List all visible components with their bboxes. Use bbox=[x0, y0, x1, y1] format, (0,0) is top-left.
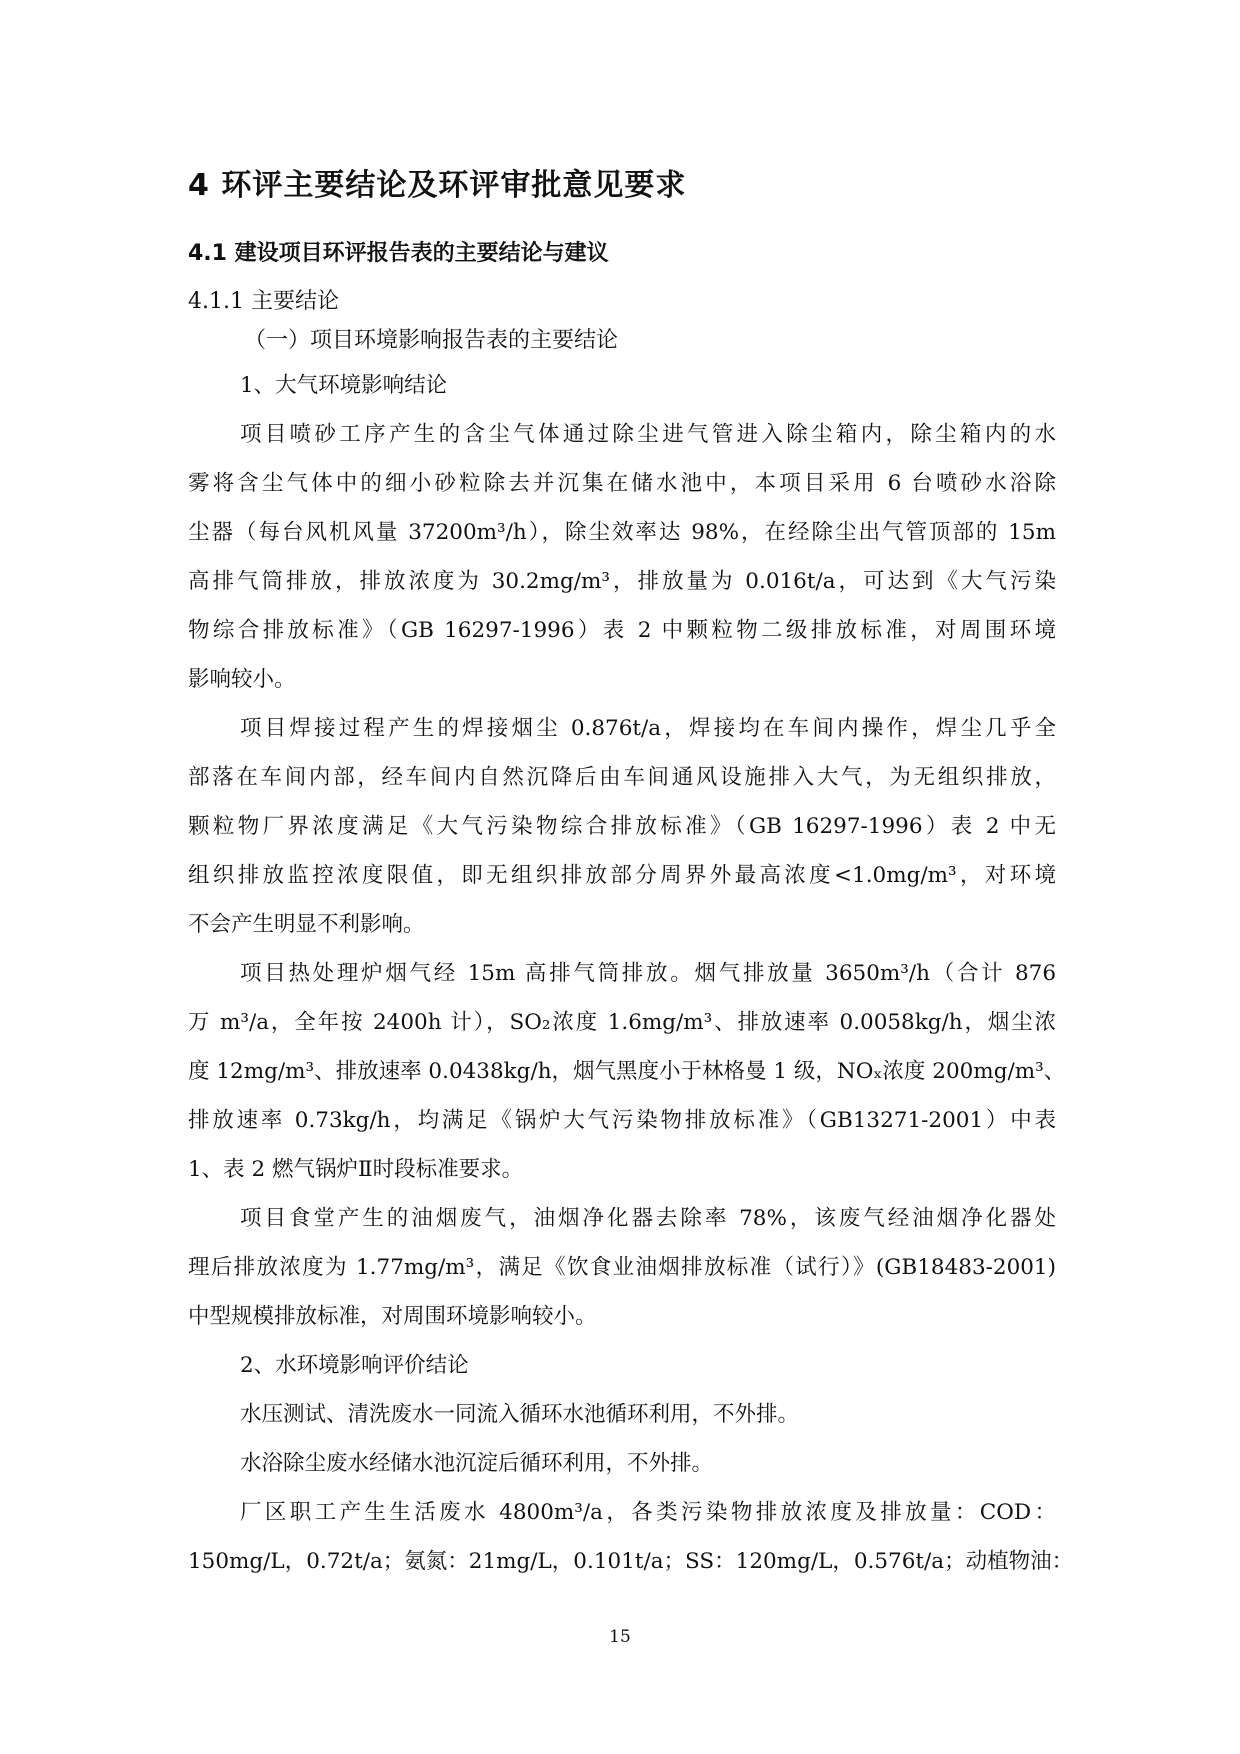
text-line: 颗粒物厂界浓度满足《大气污染物综合排放标准》（GB 16297-1996）表 2 中无 bbox=[188, 814, 1056, 839]
text-line: 影响较小。 bbox=[188, 667, 296, 692]
text-line: 理后排放浓度为 1.77mg/m³，满足《饮食业油烟排放标准（试行）》(GB18483-2001) bbox=[188, 1255, 1056, 1280]
text-line: 物综合排放标准》（GB 16297-1996）表 2 中颗粒物二级排放标准，对周围环境 bbox=[188, 618, 1056, 643]
chapter-heading: 4 环评主要结论及环评审批意见要求 bbox=[188, 168, 687, 203]
text-line: 水压测试、清洗废水一同流入循环水池循环利用，不外排。 bbox=[240, 1402, 800, 1427]
paragraph-heading-air: 1、大气环境影响结论 bbox=[240, 373, 448, 398]
text-line: 1、表 2 燃气锅炉Ⅱ时段标准要求。 bbox=[188, 1157, 524, 1182]
text-line: 项目喷砂工序产生的含尘气体通过除尘进气管进入除尘箱内，除尘箱内的水 bbox=[240, 422, 1056, 447]
text-line: 部落在车间内部，经车间内自然沉降后由车间通风设施排入大气，为无组织排放， bbox=[188, 765, 1056, 790]
page-number: 15 bbox=[609, 1627, 631, 1647]
text-line: 尘器（每台风机风量 37200m³/h），除尘效率达 98%，在经除尘出气管顶部的 15m bbox=[188, 520, 1056, 545]
text-line: 万 m³/a，全年按 2400h 计），SO₂浓度 1.6mg/m³、排放速率 0.0058kg/h，烟尘浓 bbox=[188, 1010, 1056, 1035]
text-line: 水浴除尘废水经储水池沉淀后循环利用，不外排。 bbox=[240, 1451, 714, 1476]
text-line: 中型规模排放标准，对周围环境影响较小。 bbox=[188, 1304, 597, 1329]
text-line: 项目焊接过程产生的焊接烟尘 0.876t/a，焊接均在车间内操作，焊尘几乎全 bbox=[240, 716, 1056, 741]
text-line: 度 12mg/m³、排放速率 0.0438kg/h，烟气黑度小于林格曼 1 级，NOₓ浓度 200mg/m³、 bbox=[188, 1059, 1066, 1084]
text-line: 高排气筒排放，排放浓度为 30.2mg/m³，排放量为 0.016t/a，可达到《大气污染 bbox=[188, 569, 1056, 594]
text-line: 排放速率 0.73kg/h，均满足《锅炉大气污染物排放标准》（GB13271-2001）中表 bbox=[188, 1108, 1056, 1133]
text-line: 不会产生明显不利影响。 bbox=[188, 912, 425, 937]
section-heading: 4.1 建设项目环评报告表的主要结论与建议 bbox=[188, 241, 609, 266]
text-line: 组织排放监控浓度限值，即无组织排放部分周界外最高浓度<1.0mg/m³，对环境 bbox=[188, 863, 1056, 888]
part-heading: （一）项目环境影响报告表的主要结论 bbox=[244, 328, 619, 353]
paragraph-heading-water: 2、水环境影响评价结论 bbox=[240, 1353, 469, 1378]
subsection-heading: 4.1.1 主要结论 bbox=[188, 289, 339, 314]
text-line: 项目食堂产生的油烟废气，油烟净化器去除率 78%，该废气经油烟净化器处 bbox=[240, 1206, 1056, 1231]
text-line: 150mg/L，0.72t/a；氨氮：21mg/L，0.101t/a；SS：120mg/L，0.576t/a；动植物油： bbox=[188, 1549, 1074, 1574]
text-line: 厂区职工产生生活废水 4800m³/a，各类污染物排放浓度及排放量：COD： bbox=[240, 1500, 1056, 1525]
text-line: 项目热处理炉烟气经 15m 高排气筒排放。烟气排放量 3650m³/h（合计 876 bbox=[240, 961, 1056, 986]
text-line: 雾将含尘气体中的细小砂粒除去并沉集在储水池中，本项目采用 6 台喷砂水浴除 bbox=[188, 471, 1056, 496]
